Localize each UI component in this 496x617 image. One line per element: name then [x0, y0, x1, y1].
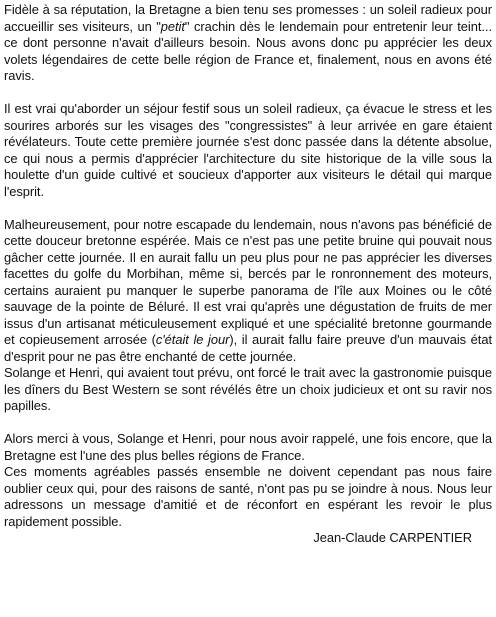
paragraph-second-day-part1: Malheureusement, pour notre escapade du lendemain, nous n'avons pas bénéficié de cette douceur bretonne espérée. Mais ce n'est pas une petite bruine qui pouvait nous gâcher cette journée. Il en aurait fallu un peu plus pour ne pas apprécier les diverses facettes du golfe du Morbihan, même si, bercés par le ronronnement des moteurs, certains auraient pu manquer le superbe panorama de l'île aux Moines ou le côté sauvage de la pointe de Béluré. Il est vrai qu'après une dégustation de fruits de mer issus d'un artisanat méticuleusement expliqué et une spécialité bretonne gourmande et copieusement arrosée ( [4, 216, 492, 347]
paragraph-gastronomy: Solange et Henri, qui avaient tout prévu, ont forcé le trait avec la gastronomie puisque les dîners du Best Western se sont révélés être un choix judicieux et ont su ravir nos papilles. [4, 365, 492, 413]
paragraph-intro-emphasis: petit [160, 18, 185, 34]
paragraph-spacer [4, 200, 492, 217]
paragraph-second-day [4, 217, 492, 366]
document-body [4, 2, 492, 547]
paragraph-intro-part1: Fidèle à sa réputation, la Bretagne a bien tenu ses promesses : un soleil radieux pour accueillir ses visiteurs, un " [4, 2, 492, 34]
signature: Jean-Claude CARPENTIER [313, 530, 472, 545]
paragraph-second-day-emphasis: c'était le jour [155, 332, 230, 347]
paragraph-first-day: Il est vrai qu'aborder un séjour festif sous un soleil radieux, ça évacue le stress et les sourires arborés sur les visages des "congressistes" à leur arrivée en gare étaient révélateurs. Toute cette première journée s'est donc passée dans la détente absolue, ce qui nous a permis d'apprécier l'architecture du site historique de la ville sous la houlette d'un guide cultivé et soucieux d'apporter aux visiteurs le détail qui marque l'esprit. [4, 101, 492, 199]
paragraph-spacer [4, 415, 492, 432]
paragraph-absent-friends: Ces moments agréables passés ensemble ne doivent cependant pas nous faire oublier ceux qui, pour des raisons de santé, n'ont pas pu se joindre à nous. Nous leur adressons un message d'amitié et de réconfort en espérant les revoir le plus rapidement possible. [4, 464, 492, 529]
paragraph-spacer [4, 85, 492, 102]
paragraph-thanks: Alors merci à vous, Solange et Henri, pour nous avoir rappelé, une fois encore, que la Bretagne est l'une des plus belles régions de France. [4, 431, 492, 463]
paragraph-intro-part2: " crachin dès le lendemain pour entretenir leur teint... ce dont personne n'avait d'ailleurs besoin. Nous avons donc pu apprécier les deux volets légendaires de cette belle région de France et, finalement, nous en avons été ravis. [4, 18, 492, 83]
paragraph-second-day-part2: ), il aurait fallu faire preuve d'un mauvais état d'esprit pour ne pas être enchanté de cette journée. [4, 332, 492, 364]
paragraph-intro [4, 2, 492, 85]
